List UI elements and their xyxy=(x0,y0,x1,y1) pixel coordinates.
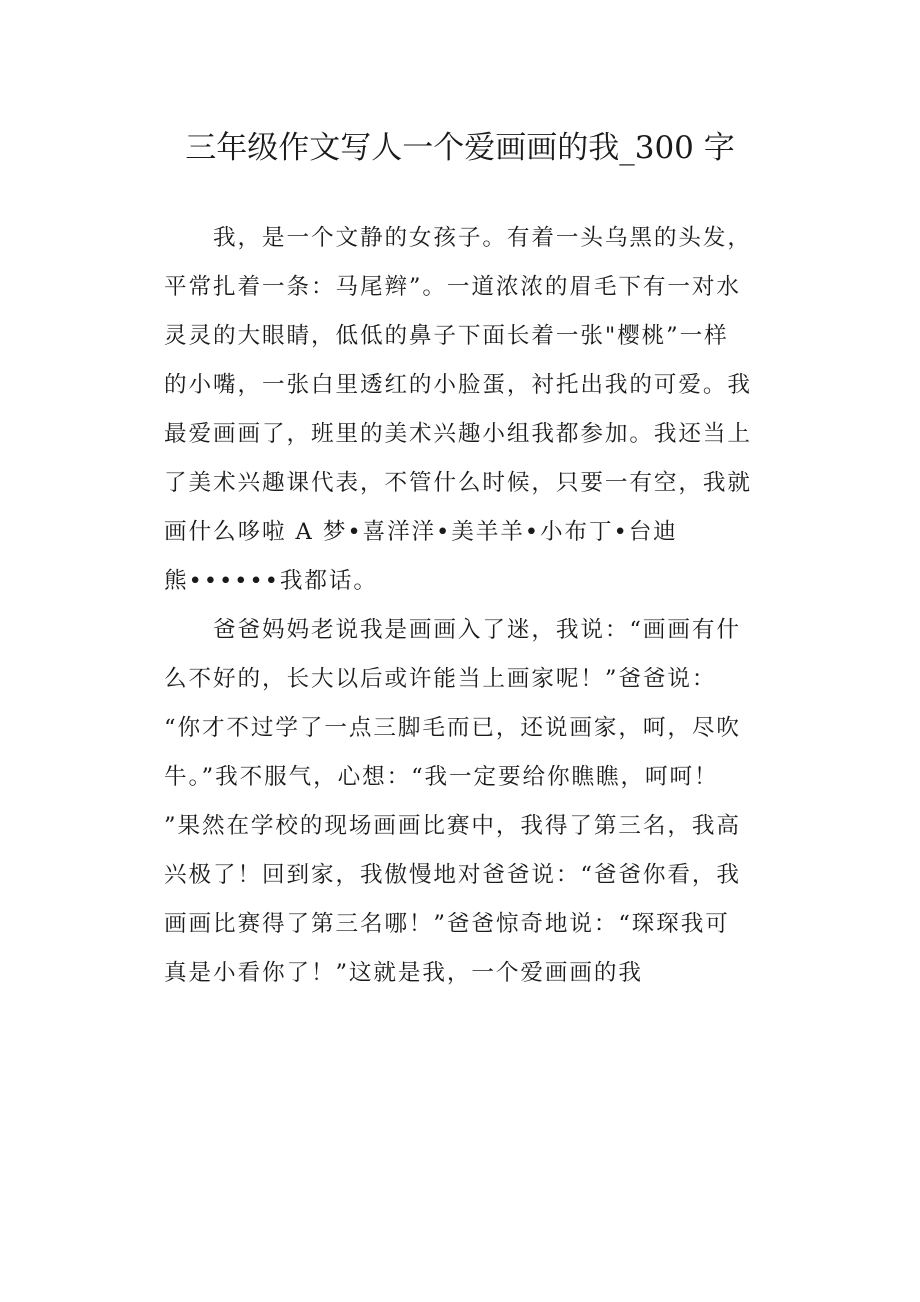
document-title: 三年级作文写人一个爱画画的我_300 字 xyxy=(185,130,735,166)
text-line: 最爱画画了，班里的美术兴趣小组我都参加。我还当上 xyxy=(164,421,752,447)
text-line: 牛。”我不服气，心想：“我一定要给你瞧瞧，呵呵！ xyxy=(164,764,719,790)
text-line: ”果然在学校的现场画画比赛中，我得了第三名，我高 xyxy=(164,813,741,839)
text-line: 画什么哆啦 A 梦•喜洋洋•美羊羊•小布丁•台迪 xyxy=(164,519,678,545)
text-line: 我，是一个文静的女孩子。有着一头乌黑的头发， xyxy=(164,225,752,251)
text-line: “你才不过学了一点三脚毛而已，还说画家，呵，尽吹 xyxy=(164,715,741,741)
text-line: 熊••••••我都话。 xyxy=(164,568,378,594)
text-line: 平常扎着一条：马尾辫”。一道浓浓的眉毛下有一对水 xyxy=(164,274,741,300)
essay-body xyxy=(164,214,764,998)
text-line: 真是小看你了！”这就是我，一个爱画画的我 xyxy=(164,960,643,986)
text-line: 画画比赛得了第三名哪！”爸爸惊奇地说：“琛琛我可 xyxy=(164,911,730,937)
text-line: 了美术兴趣课代表，不管什么时候，只要一有空，我就 xyxy=(164,470,752,496)
text-line: 兴极了！回到家，我傲慢地对爸爸说：“爸爸你看，我 xyxy=(164,862,741,888)
text-line: 爸爸妈妈老说我是画画入了迷，我说：“画画有什 xyxy=(164,617,741,643)
text-line: 的小嘴，一张白里透红的小脸蛋，衬托出我的可爱。我 xyxy=(164,372,752,398)
text-line: 灵灵的大眼睛，低低的鼻子下面长着一张"樱桃”一样 xyxy=(164,323,729,349)
text-line: 么不好的，长大以后或许能当上画家呢！”爸爸说： xyxy=(164,666,717,692)
